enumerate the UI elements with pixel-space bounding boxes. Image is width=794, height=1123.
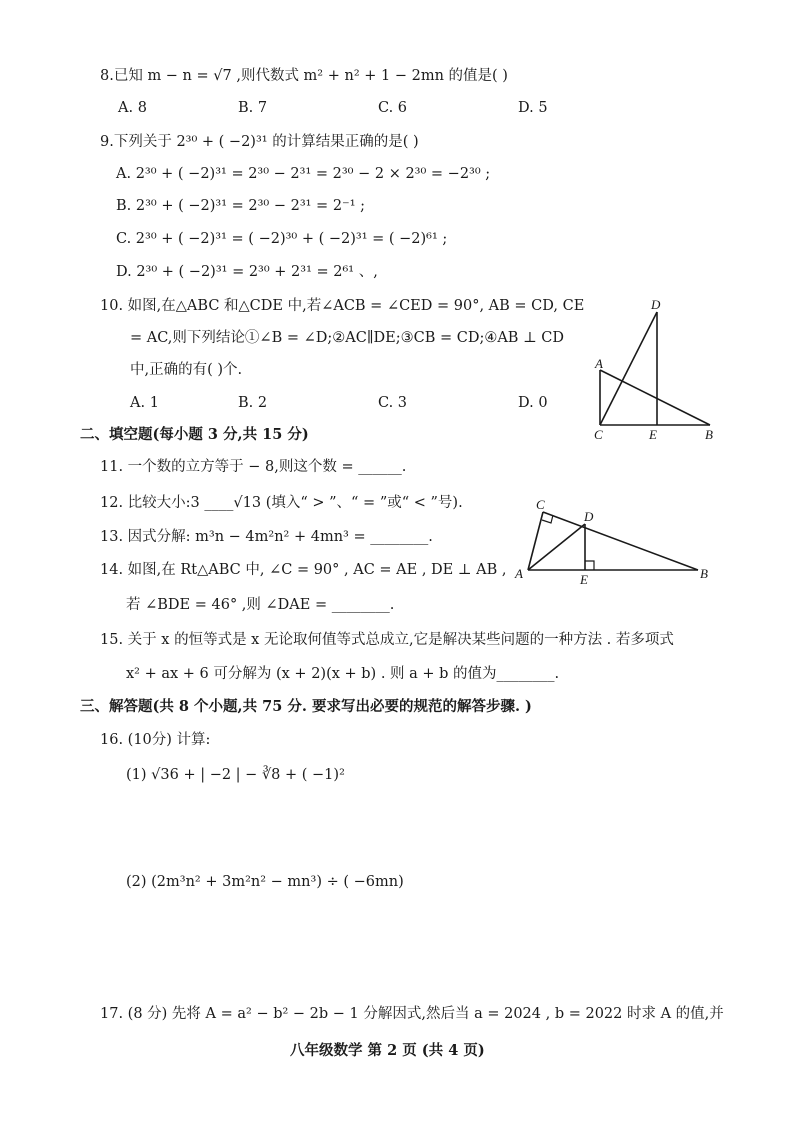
question-11: 11. 一个数的立方等于 − 8,则这个数 = ______.: [100, 459, 407, 475]
question-9-stem: 9.下列关于 2³⁰ + ( −2)³¹ 的计算结果正确的是( ): [100, 134, 419, 150]
question-15-line-1: 15. 关于 x 的恒等式是 x 无论取何值等式总成立,它是解决某些问题的一种方法 . 若多项式: [100, 632, 674, 648]
question-8-option-b: B. 7: [238, 100, 268, 116]
figure-label-d: D: [584, 509, 594, 524]
page-footer: 八年级数学 第 2 页 (共 4 页): [290, 1042, 485, 1059]
figure-label-a: A: [595, 356, 603, 371]
question-8-option-a: A. 8: [118, 100, 147, 116]
question-9-option-b: B. 2³⁰ + ( −2)³¹ = 2³⁰ − 2³¹ = 2⁻¹ ;: [116, 198, 366, 214]
question-10-line-3: 中,正确的有( )个.: [130, 362, 243, 378]
figure-label-c: C: [536, 497, 545, 512]
question-10-option-b: B. 2: [238, 395, 268, 411]
section-2-heading: 二、填空题(每小题 3 分,共 15 分): [80, 426, 309, 443]
figure-label-e: E: [580, 572, 588, 587]
figure-label-b: B: [700, 566, 708, 581]
question-15-line-2: x² + ax + 6 可分解为 (x + 2)(x + b) . 则 a + b 的值为________.: [126, 666, 560, 682]
figure-label-c: C: [594, 427, 603, 442]
question-10-line-1: 10. 如图,在△ABC 和△CDE 中,若∠ACB = ∠CED = 90°, AB = CD, CE: [100, 298, 585, 314]
question-8-option-d: D. 5: [518, 100, 548, 116]
question-10-line-2: = AC,则下列结论①∠B = ∠D;②AC∥DE;③CB = CD;④AB ⊥ CD: [130, 330, 565, 346]
question-16-title: 16. (10分) 计算:: [100, 732, 211, 748]
question-14-line-2: 若 ∠BDE = 46° ,则 ∠DAE = ________.: [126, 597, 395, 613]
question-10-figure: [585, 292, 720, 444]
question-16-part-2: (2) (2m³n² + 3m²n² − mn³) ÷ ( −6mn): [126, 874, 404, 890]
figure-label-a: A: [515, 566, 523, 581]
question-9-option-a: A. 2³⁰ + ( −2)³¹ = 2³⁰ − 2³¹ = 2³⁰ − 2 × 2³⁰ = −2³⁰ ;: [116, 166, 491, 182]
question-10-option-a: A. 1: [130, 395, 159, 411]
question-16-part-1: (1) √36 + | −2 | − ∛8 + ( −1)²: [126, 767, 345, 783]
question-10-option-d: D. 0: [518, 395, 548, 411]
question-8-stem: 8.已知 m − n = √7 ,则代数式 m² + n² + 1 − 2mn 的值是( ): [100, 68, 508, 84]
figure-label-b: B: [705, 427, 713, 442]
question-14-figure: [510, 495, 720, 587]
question-9-option-c: C. 2³⁰ + ( −2)³¹ = ( −2)³⁰ + ( −2)³¹ = ( −2)⁶¹ ;: [116, 231, 448, 247]
figure-label-d: D: [651, 297, 661, 312]
question-10-option-c: C. 3: [378, 395, 408, 411]
question-8-option-c: C. 6: [378, 100, 408, 116]
section-3-heading: 三、解答题(共 8 个小题,共 75 分. 要求写出必要的规范的解答步骤. ): [80, 698, 532, 715]
question-13: 13. 因式分解: m³n − 4m²n² + 4mn³ = ________.: [100, 529, 433, 545]
question-14-line-1: 14. 如图,在 Rt△ABC 中, ∠C = 90° , AC = AE , DE ⊥ AB ,: [100, 562, 507, 578]
question-9-option-d: D. 2³⁰ + ( −2)³¹ = 2³⁰ + 2³¹ = 2⁶¹ 、,: [116, 264, 378, 280]
question-17: 17. (8 分) 先将 A = a² − b² − 2b − 1 分解因式,然后当 a = 2024 , b = 2022 时求 A 的值,并: [100, 1006, 724, 1022]
figure-label-e: E: [649, 427, 657, 442]
question-12: 12. 比较大小:3 ____√13 (填入“ > ”、“ = ”或“ < ”号).: [100, 495, 463, 511]
